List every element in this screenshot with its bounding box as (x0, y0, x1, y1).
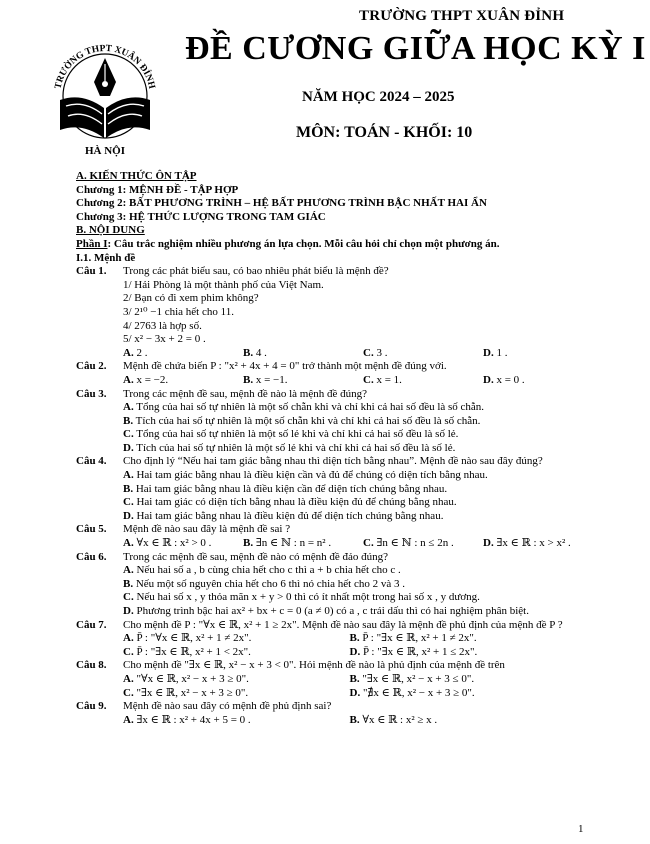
answer-option (123, 401, 576, 415)
statement-item: 2/ Bạn có đi xem phim không? (123, 292, 259, 305)
question (76, 700, 576, 727)
option-letter: D. (349, 686, 361, 699)
question-number: Câu 7. (76, 618, 107, 631)
question (76, 265, 576, 360)
answer-option (483, 374, 525, 388)
answer-option (350, 673, 577, 687)
answer-option (123, 442, 576, 456)
question-stem: Trong các mệnh đề sau, mệnh đề nào có mệnh đề đảo đúng? (123, 550, 389, 563)
option-text: 3 . (376, 346, 388, 359)
option-letter: B. (123, 482, 134, 495)
answer-option (123, 374, 243, 388)
answer-option (123, 632, 350, 646)
question (76, 455, 576, 523)
chapter-3: Chương 3: HỆ THỨC LƯỢNG TRONG TAM GIÁC (76, 210, 326, 223)
answer-option (123, 483, 576, 497)
logo-top-text: TRƯỜNG THPT XUÂN ĐỈNH (53, 43, 157, 90)
option-letter: C. (123, 645, 134, 658)
option-letter: B. (243, 346, 254, 359)
answer-option (243, 374, 363, 388)
part-1-text: : Câu trắc nghiệm nhiều phương án lựa chọn. Mỗi câu hỏi chỉ chọn một phương án. (107, 237, 500, 250)
answer-option (123, 578, 576, 592)
option-letter: A. (123, 537, 134, 550)
option-letter: C. (363, 346, 374, 359)
question (76, 551, 576, 619)
question (76, 619, 576, 660)
answer-option (363, 374, 483, 388)
section-b-heading: B. NỘI DUNG (76, 224, 145, 237)
answer-option (483, 347, 507, 361)
question-number: Câu 1. (76, 265, 107, 278)
option-letter: A. (123, 564, 134, 577)
option-letter: D. (483, 537, 494, 550)
part-1-label: Phần I (76, 237, 108, 250)
question-stem: Cho mệnh đề P : "∀x ∈ ℝ, x² + 1 ≥ 2x". Mệnh đề nào sau đây là mệnh đề phủ định của mệnh đề P ? (123, 618, 563, 631)
statement-item: 3/ 2¹⁰ −1 chia hết cho 11. (123, 305, 234, 318)
question-stem: Mệnh đề nào sau đây có mệnh đề phủ định sai? (123, 700, 332, 713)
option-text: P̄ : "∃x ∈ ℝ, x² + 1 ≤ 2x". (362, 645, 478, 658)
question-stem: Cho định lý “Nếu hai tam giác bằng nhau thì diện tích bằng nhau”. Mệnh đề nào sau đây đúng? (123, 455, 543, 468)
option-text: ∃n ∈ ℕ : n = n² . (255, 537, 332, 550)
answer-option (123, 564, 576, 578)
option-letter: C. (363, 373, 374, 386)
option-text: ∃x ∈ ℝ : x > x² . (496, 537, 571, 550)
option-text: Hai tam giác có diện tích bằng nhau là điều kiện đủ để chúng bằng nhau. (136, 496, 457, 509)
school-name: TRƯỜNG THPT XUÂN ĐỈNH (359, 8, 565, 24)
school-logo (46, 34, 164, 158)
option-text: "∄x ∈ ℝ, x² − x + 3 ≥ 0". (362, 686, 475, 699)
option-letter: D. (123, 509, 134, 522)
option-letter: D. (123, 441, 134, 454)
option-letter: B. (349, 672, 360, 685)
option-letter: B. (349, 713, 360, 726)
question (76, 659, 576, 700)
option-letter: B. (123, 577, 134, 590)
answer-option (123, 646, 350, 660)
option-letter: A. (123, 401, 134, 414)
option-text: "∀x ∈ ℝ, x² − x + 3 ≥ 0". (136, 672, 249, 685)
option-letter: A. (123, 373, 134, 386)
answer-option (350, 632, 577, 646)
option-text: "∃x ∈ ℝ, x² − x + 3 ≤ 0". (362, 672, 475, 685)
option-text: Nếu hai số x , y thỏa mãn x + y > 0 thì có ít nhất một trong hai số x , y dương. (136, 591, 480, 604)
question-stem: Trong các phát biểu sau, có bao nhiêu phát biểu là mệnh đề? (123, 265, 389, 278)
logo-bottom-text: HÀ NỘI (84, 145, 126, 157)
question-number: Câu 9. (76, 700, 107, 713)
statement-item: 5/ x² − 3x + 2 = 0 . (123, 333, 206, 346)
answer-option (243, 347, 363, 361)
answer-option (350, 687, 577, 701)
document-body (76, 170, 576, 727)
answer-option (123, 347, 243, 361)
option-text: Hai tam giác bằng nhau là điều kiện đủ để diện tích chúng bằng nhau. (136, 509, 444, 522)
option-text: Hai tam giác bằng nhau là điều kiện cần và đủ để chúng có diện tích bằng nhau. (136, 469, 488, 482)
option-text: P̄ : "∃x ∈ ℝ, x² + 1 ≠ 2x". (362, 632, 477, 645)
option-text: x = 0 . (496, 373, 525, 386)
option-text: Tổng của hai số tự nhiên là một số chẵn khi và chỉ khi cả hai số đều là số chẵn. (136, 401, 485, 414)
option-text: ∀x ∈ ℝ : x² > 0 . (136, 537, 212, 550)
question-number: Câu 3. (76, 387, 107, 400)
answer-option (350, 714, 577, 728)
option-text: x = −1. (255, 373, 288, 386)
statement-item: 1/ Hải Phòng là một thành phố của Việt Nam. (123, 278, 324, 291)
option-letter: C. (363, 537, 374, 550)
subject-grade: MÔN: TOÁN - KHỐI: 10 (296, 124, 473, 141)
answer-option (350, 646, 577, 660)
part-1-heading (76, 238, 576, 252)
answer-option (123, 605, 576, 619)
option-text: 2 . (136, 346, 148, 359)
option-text: P̄ : "∃x ∈ ℝ, x² + 1 < 2x". (136, 645, 251, 658)
option-letter: C. (123, 428, 134, 441)
question-number: Câu 5. (76, 523, 107, 536)
question-list (76, 265, 576, 727)
option-text: Tích của hai số tự nhiên là một số lẻ khi và chỉ khi cả hai số đều là số lẻ. (136, 441, 456, 454)
option-letter: C. (123, 591, 134, 604)
option-text: ∃x ∈ ℝ : x² + 4x + 5 = 0 . (136, 713, 251, 726)
page-number: 1 (578, 823, 584, 835)
option-letter: D. (483, 373, 494, 386)
option-letter: C. (123, 496, 134, 509)
answer-option (483, 537, 571, 551)
answer-option (243, 537, 363, 551)
option-text: Phương trình bậc hai ax² + bx + c = 0 (a ≠ 0) có a , c trái dấu thì có hai nghiệm phân biệt. (136, 605, 529, 617)
option-letter: A. (123, 672, 134, 685)
option-letter: B. (349, 632, 360, 645)
option-text: Tổng của hai số tự nhiên là một số lẻ khi và chỉ khi cả hai số đều là số lẻ. (136, 428, 459, 441)
question-number: Câu 2. (76, 360, 107, 373)
option-text: "∃x ∈ ℝ, x² − x + 3 ≥ 0". (136, 686, 249, 699)
question-number: Câu 4. (76, 455, 107, 468)
option-text: 4 . (255, 346, 267, 359)
option-letter: A. (123, 713, 134, 726)
question-number: Câu 8. (76, 659, 107, 672)
question-stem: Cho mệnh đề "∃x ∈ ℝ, x² − x + 3 < 0". Hỏi mệnh đề nào là phủ định của mệnh đề trên (123, 659, 505, 672)
option-text: x = −2. (136, 373, 169, 386)
option-text: Nếu hai số a , b cùng chia hết cho c thì a + b chia hết cho c . (136, 564, 401, 577)
answer-option (123, 428, 576, 442)
subsection-heading: I.1. Mệnh đề (76, 251, 136, 264)
option-text: ∀x ∈ ℝ : x² ≥ x . (362, 713, 438, 726)
option-letter: D. (349, 645, 361, 658)
option-text: Nếu một số nguyên chia hết cho 6 thì nó chia hết cho 2 và 3 . (135, 577, 405, 590)
option-text: Hai tam giác bằng nhau là điều kiện cần để diện tích chúng bằng nhau. (135, 482, 448, 495)
option-text: ∃n ∈ ℕ : n ≤ 2n . (376, 537, 454, 550)
answer-option (123, 591, 576, 605)
question-stem: Mệnh đề nào sau đây là mệnh đề sai ? (123, 523, 291, 536)
section-a-heading: A. KIẾN THỨC ÔN TẬP (76, 170, 197, 182)
question (76, 523, 576, 550)
answer-option (123, 510, 576, 524)
question-stem: Mệnh đề chứa biến P : "x² + 4x + 4 = 0" trở thành một mệnh đề đúng với. (123, 360, 447, 373)
answer-option (123, 673, 350, 687)
option-text: 1 . (496, 346, 508, 359)
option-letter: B. (243, 537, 254, 550)
answer-option (123, 415, 576, 429)
option-letter: D. (483, 346, 494, 359)
question-number: Câu 6. (76, 550, 107, 563)
option-letter: B. (243, 373, 254, 386)
option-letter: A. (123, 346, 134, 359)
school-year: NĂM HỌC 2024 – 2025 (302, 89, 455, 105)
chapter-1: Chương 1: MỆNH ĐỀ - TẬP HỢP (76, 183, 239, 196)
document-title: ĐỀ CƯƠNG GIỮA HỌC KỲ I (185, 30, 646, 67)
option-text: x = 1. (376, 373, 402, 386)
option-text: Tích của hai số tự nhiên là một số chẵn khi và chỉ khi cả hai số đều là số chẵn. (135, 414, 481, 427)
option-letter: B. (123, 414, 134, 427)
option-letter: A. (123, 632, 134, 645)
option-text: P̄ : "∀x ∈ ℝ, x² + 1 ≠ 2x". (136, 632, 252, 645)
answer-option (363, 347, 483, 361)
question (76, 388, 576, 456)
answer-option (123, 496, 576, 510)
answer-option (123, 469, 576, 483)
question (76, 360, 576, 387)
question-stem: Trong các mệnh đề sau, mệnh đề nào là mệnh đề đúng? (123, 387, 367, 400)
option-letter: C. (123, 686, 134, 699)
option-letter: D. (123, 605, 134, 617)
statement-item: 4/ 2763 là hợp số. (123, 319, 202, 332)
answer-option (123, 714, 350, 728)
answer-option (363, 537, 483, 551)
answer-option (123, 687, 350, 701)
answer-option (123, 537, 243, 551)
option-letter: A. (123, 469, 134, 482)
chapter-2: Chương 2: BẤT PHƯƠNG TRÌNH – HỆ BẤT PHƯƠNG TRÌNH BẬC NHẤT HAI ẨN (76, 197, 487, 210)
